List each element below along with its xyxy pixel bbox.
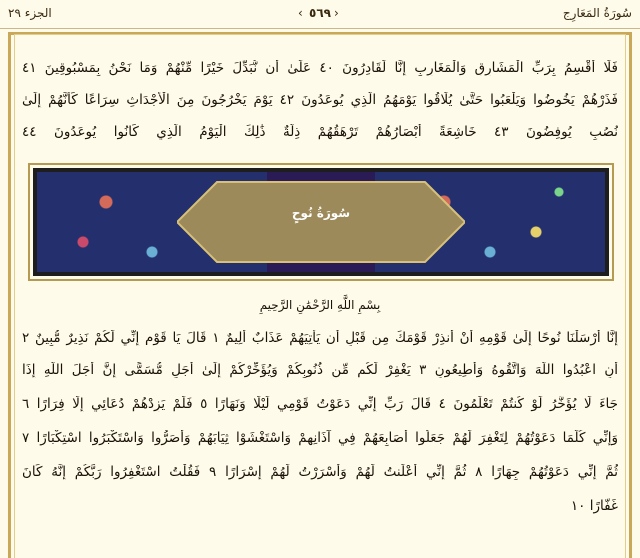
banner-cartouche [177, 172, 465, 272]
surah-banner [33, 168, 609, 276]
surah-title: سُورَةُ نُوحٍ [291, 206, 351, 220]
verse-line-2: فَذَرْهُمْ يَخُوضُوا وَيَلْعَبُوا حَتَّىٰ يُلَاقُوا يَوْمَهُمُ الَّذِي يُوعَدُونَ ٤٢ يَوْمَ يَخْرُجُونَ مِنَ الْأَجْدَاثِ سِرَاعًا كَأَنَّهُمْ إِلَىٰ [22, 92, 618, 108]
top-bar [0, 0, 640, 29]
verse-line-4: إِنَّا أَرْسَلْنَا نُوحًا إِلَىٰ قَوْمِهِ أَنْ أَنذِرْ قَوْمَكَ مِن قَبْلِ أَن يَأْتِيَهُمْ عَذَابٌ أَلِيمٌ ١ قَالَ يَا قَوْمِ إِنِّي لَكُمْ نَذِيرٌ مُّبِينٌ ٢ [22, 330, 618, 346]
verse-line-1: فَلَا أُقْسِمُ بِرَبِّ الْمَشَارِقِ وَالْمَغَارِبِ إِنَّا لَقَادِرُونَ ٤٠ عَلَىٰ أَن نُّبَدِّلَ خَيْرًا مِّنْهُمْ وَمَا نَحْنُ بِمَسْبُوقِينَ ٤١ [22, 60, 618, 76]
basmala: بِسْمِ اللَّهِ الرَّحْمَٰنِ الرَّحِيمِ [259, 298, 381, 312]
surah-name-header: سُورَةُ المَعَارِج [562, 6, 632, 20]
next-page-arrow-icon[interactable]: › [334, 6, 339, 20]
verse-line-7: وَإِنِّي كُلَّمَا دَعَوْتُهُمْ لِتَغْفِرَ لَهُمْ جَعَلُوا أَصَابِعَهُمْ فِي آذَانِهِمْ وَاسْتَغْشَوْا ثِيَابَهُمْ وَأَصَرُّوا وَاسْتَكْبَرُوا اسْتِكْبَارًا ٧ [22, 430, 618, 446]
page-number: ٥٦٩ [309, 6, 331, 20]
verse-line-8: ثُمَّ إِنِّي دَعَوْتُهُمْ جِهَارًا ٨ ثُمَّ إِنِّي أَعْلَنتُ لَهُمْ وَأَسْرَرْتُ لَهُمْ إِسْرَارًا ٩ فَقُلْتُ اسْتَغْفِرُوا رَبَّكُمْ إِنَّهُ كَانَ [22, 464, 618, 480]
juz-label: الجزء ٢٩ [8, 6, 52, 20]
verse-line-3: نُصُبٍ يُوفِضُونَ ٤٣ خَاشِعَةً أَبْصَارُهُمْ تَرْهَقُهُمْ ذِلَّةٌ ذَٰلِكَ الْيَوْمُ الَّذِي كَانُوا يُوعَدُونَ ٤٤ [22, 124, 618, 140]
verse-line-9: غَفَّارًا ١٠ [570, 498, 618, 514]
verse-line-5: أَنِ اعْبُدُوا اللَّهَ وَاتَّقُوهُ وَأَطِيعُونِ ٣ يَغْفِرْ لَكُم مِّن ذُنُوبِكُمْ وَيُؤَخِّرْكُمْ إِلَىٰ أَجَلٍ مُّسَمًّى إِنَّ أَجَلَ اللَّهِ إِذَا [22, 362, 618, 378]
prev-page-arrow-icon[interactable]: ‹ [298, 6, 303, 20]
verse-line-6: جَاءَ لَا يُؤَخَّرُ لَوْ كُنتُمْ تَعْلَمُونَ ٤ قَالَ رَبِّ إِنِّي دَعَوْتُ قَوْمِي لَيْلًا وَنَهَارًا ٥ فَلَمْ يَزِدْهُمْ دُعَائِي إِلَّا فِرَارًا ٦ [22, 396, 618, 412]
